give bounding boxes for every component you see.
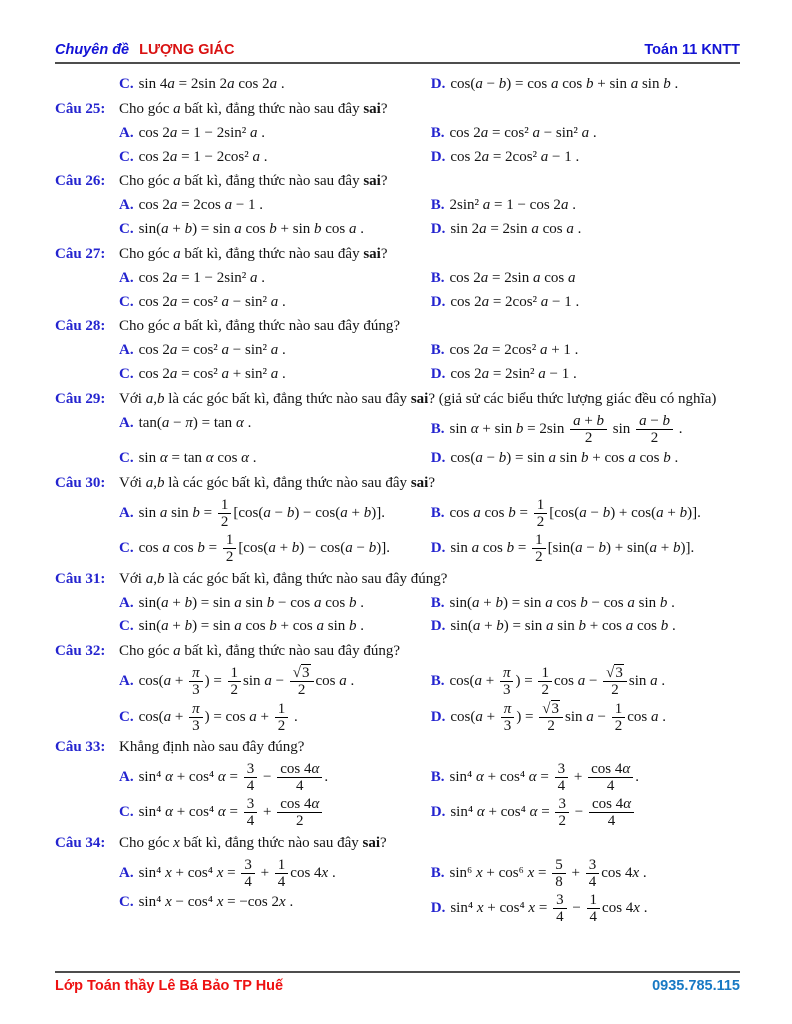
- option-formula: sin 4a = 2sin 2a cos 2a .: [138, 76, 285, 92]
- option: [431, 73, 740, 97]
- option-label: C.: [119, 540, 134, 557]
- option: [119, 267, 431, 291]
- option: [431, 146, 740, 170]
- option: [119, 496, 431, 531]
- option-label: D.: [430, 221, 446, 237]
- question: [55, 735, 740, 831]
- option-label: A.: [119, 414, 134, 431]
- option: [431, 194, 740, 218]
- question-prompt: Cho góc a bất kì, đẳng thức nào sau đây đúng?: [119, 643, 400, 660]
- option-label: D.: [430, 900, 446, 917]
- option-label: B.: [430, 342, 445, 359]
- fraction: $\frac{√3}{2}$: [539, 701, 563, 734]
- question: [55, 831, 740, 927]
- options-grid: [119, 194, 740, 242]
- option: [119, 363, 431, 387]
- option-formula: cos 2a = 1 − 2sin² a .: [138, 124, 266, 141]
- page-footer: [55, 971, 740, 994]
- header-topic-prefix: Chuyên đề: [55, 42, 130, 58]
- option-label: B.: [430, 505, 445, 521]
- option: [431, 615, 740, 639]
- option: [119, 194, 431, 218]
- fraction: $\frac{3}{4}$: [244, 796, 258, 829]
- option: [431, 891, 740, 926]
- option-formula: cos 2a = 2sin² a − 1 .: [450, 366, 577, 382]
- fraction: $\frac{\cos 4\alpha}{4}$: [588, 761, 633, 794]
- question: [55, 97, 740, 170]
- options-grid: [119, 592, 740, 640]
- options-grid: [119, 496, 740, 567]
- option: [119, 700, 431, 735]
- option-label: A.: [119, 594, 134, 611]
- option: [119, 146, 431, 170]
- question-prompt: Cho góc a bất kì, đẳng thức nào sau đây sai?: [119, 173, 388, 190]
- option: [431, 122, 740, 146]
- fraction: $\frac{3}{2}$: [555, 796, 569, 829]
- question-prompt: Cho góc x bất kì, đẳng thức nào sau đây sai?: [119, 834, 387, 851]
- option-label: D.: [430, 540, 446, 557]
- question-prompt: Cho góc a bất kì, đẳng thức nào sau đây sai?: [119, 100, 388, 117]
- fraction: $\frac{1}{2}$: [223, 532, 237, 565]
- option-formula: cos a cos b = $\frac{1}{2}$ [cos(a − b) + cos(a + b)].: [449, 496, 701, 531]
- option-formula: cos 2a = cos² a − sin² a .: [449, 124, 597, 141]
- option: [431, 218, 740, 242]
- radical: √3: [542, 700, 560, 717]
- option-label: B.: [430, 197, 445, 214]
- question-number: Câu 28:: [55, 318, 106, 335]
- question: [55, 567, 740, 640]
- option-label: A.: [119, 269, 134, 286]
- option-formula: cos(a + $\frac{\pi}{3}$ ) = cos a + $\frac{1}{2}$ .: [138, 700, 298, 734]
- fraction: $\frac{\cos 4\alpha}{4}$: [589, 796, 634, 829]
- option-label: A.: [119, 197, 134, 214]
- fraction: $\frac{3}{4}$: [553, 892, 567, 925]
- question-prompt: Với a,b là các góc bất kì, đẳng thức nào sau đây sai? (giả sử các biểu thức lượng giác đều có nghĩa): [119, 390, 717, 407]
- option-label: C.: [119, 804, 134, 821]
- option: [431, 795, 740, 830]
- option-formula: sin α + sin b = 2sin $\frac{a + b}{2}$ sin $\frac{a - b}{2}$ .: [449, 412, 683, 446]
- option: [431, 339, 740, 363]
- footer-class-name: Lớp Toán thầy Lê Bá Bảo TP Huế: [55, 978, 284, 994]
- options-grid: [119, 412, 740, 471]
- footer-phone: 0935.785.115: [652, 978, 740, 994]
- question-number: Câu 27:: [55, 245, 106, 262]
- option-label: A.: [119, 342, 134, 359]
- option-formula: sin⁴ α + cos⁴ α = $\frac{3}{4}$ + $\frac{\cos 4\alpha}{2}$: [139, 804, 325, 820]
- option: [119, 795, 431, 830]
- header-course-label: Toán 11 KNTT: [644, 42, 740, 58]
- option-formula: sin⁴ α + cos⁴ α = $\frac{3}{4}$ − $\frac{\cos 4\alpha}{4}$ .: [138, 760, 329, 795]
- option-label: B.: [430, 594, 445, 611]
- option: [431, 447, 740, 471]
- option-formula: tan(a − π) = tan α .: [138, 414, 252, 431]
- option-formula: sin a cos b = $\frac{1}{2}$ [sin(a − b) + sin(a + b)].: [450, 532, 695, 566]
- question-prompt: Cho góc a bất kì, đẳng thức nào sau đây sai?: [119, 245, 388, 262]
- question: [55, 387, 740, 471]
- option-formula: cos 2a = 2cos a − 1 .: [138, 197, 264, 214]
- option-label: B.: [430, 124, 445, 141]
- option-formula: cos a cos b = $\frac{1}{2}$ [cos(a + b) − cos(a − b)].: [138, 532, 390, 566]
- option-formula: cos 2a = 1 − 2sin² a .: [138, 269, 266, 286]
- option-formula: sin(a + b) = sin a cos b − cos a sin b .: [449, 594, 675, 611]
- option-formula: cos 2a = cos² a + sin² a .: [138, 366, 286, 382]
- option: [119, 412, 431, 447]
- question: [55, 471, 740, 567]
- fraction: $\frac{1}{2}$: [532, 532, 546, 565]
- option: [431, 531, 740, 566]
- option-label: A.: [119, 505, 134, 521]
- option-label: A.: [119, 769, 134, 785]
- option-formula: sin⁴ x + cos⁴ x = $\frac{3}{4}$ − $\frac{1}{4}$ cos 4x .: [450, 892, 648, 926]
- option: [119, 218, 431, 242]
- question-number: Câu 25:: [55, 100, 106, 117]
- question-number: Câu 31:: [55, 570, 106, 587]
- option: [431, 412, 740, 447]
- option: [119, 73, 431, 97]
- option-label: C.: [119, 894, 134, 910]
- option-formula: cos(a + $\frac{\pi}{3}$ ) = $\frac{√3}{2}$ sin a − $\frac{1}{2}$ cos a .: [450, 700, 666, 734]
- question-prompt: Với a,b là các góc bất kì, đẳng thức nào sau đây đúng?: [119, 570, 448, 587]
- option-formula: cos 2a = cos² a − sin² a .: [138, 293, 286, 310]
- option-formula: cos(a + $\frac{\pi}{3}$ ) = $\frac{1}{2}$ sin a − $\frac{√3}{2}$ cos a .: [138, 665, 355, 699]
- fraction: $\frac{1}{2}$: [228, 665, 242, 698]
- option: [431, 267, 740, 291]
- option-formula: sin⁴ x + cos⁴ x = $\frac{3}{4}$ + $\frac{1}{4}$ cos 4x .: [138, 856, 336, 890]
- option-formula: cos 2a = 2cos² a − 1 .: [450, 293, 580, 310]
- question-prompt: Với a,b là các góc bất kì, đẳng thức nào sau đây sai?: [119, 474, 435, 491]
- option-formula: cos(a − b) = cos a cos b + sin a sin b .: [450, 76, 679, 92]
- option-label: D.: [430, 366, 446, 382]
- option-label: C.: [119, 708, 134, 725]
- question-prompt: Cho góc a bất kì, đẳng thức nào sau đây đúng?: [119, 318, 400, 335]
- option: [119, 447, 431, 471]
- fraction: $\frac{1}{2}$: [534, 497, 548, 530]
- fraction: $\frac{3}{4}$: [586, 857, 600, 890]
- fraction: $\frac{1}{4}$: [275, 857, 289, 890]
- option-label: D.: [430, 148, 446, 165]
- option: [119, 291, 431, 315]
- fraction: $\frac{3}{4}$: [555, 761, 569, 794]
- question-number: Câu 30:: [55, 474, 106, 491]
- fraction: $\frac{√3}{2}$: [603, 665, 627, 698]
- option-label: D.: [430, 76, 446, 92]
- fraction: $\frac{\cos 4\alpha}{4}$: [277, 761, 322, 794]
- option-label: B.: [430, 269, 445, 286]
- fraction: $\frac{\pi}{3}$: [189, 665, 203, 698]
- option: [119, 122, 431, 146]
- option-label: B.: [430, 420, 445, 437]
- fraction: $\frac{\pi}{3}$: [501, 701, 515, 734]
- fraction: $\frac{5}{8}$: [552, 857, 566, 890]
- option-label: C.: [119, 366, 134, 382]
- option-formula: cos 2a = 2cos² a + 1 .: [449, 342, 579, 359]
- option: [119, 891, 431, 926]
- options-grid: [119, 122, 740, 170]
- option-formula: sin(a + b) = sin a sin b − cos a cos b .: [138, 594, 365, 611]
- question-prompt: Khẳng định nào sau đây đúng?: [119, 738, 305, 755]
- option: [431, 291, 740, 315]
- options-grid: [119, 856, 740, 927]
- option-label: D.: [430, 293, 446, 310]
- options-grid: [119, 760, 740, 831]
- option-formula: cos 2a = 2cos² a − 1 .: [450, 148, 580, 165]
- option-formula: cos 2a = 1 − 2cos² a .: [138, 148, 268, 165]
- option-formula: cos(a − b) = sin a sin b + cos a cos b .: [450, 450, 679, 467]
- option-formula: sin⁴ α + cos⁴ α = $\frac{3}{4}$ + $\frac{\cos 4\alpha}{4}$ .: [449, 760, 639, 795]
- option-label: B.: [430, 673, 445, 690]
- question-number: Câu 26:: [55, 173, 106, 190]
- option: [119, 760, 431, 795]
- fraction: $\frac{1}{4}$: [587, 892, 601, 925]
- option-label: D.: [430, 450, 446, 467]
- option-formula: sin a sin b = $\frac{1}{2}$ [cos(a − b) − cos(a + b)].: [138, 496, 385, 531]
- option: [119, 531, 431, 566]
- fraction: $\frac{\cos 4\alpha}{2}$: [277, 796, 322, 829]
- question: [55, 242, 740, 315]
- question: [55, 314, 740, 387]
- option: [119, 592, 431, 616]
- option-formula: sin⁶ x + cos⁶ x = $\frac{5}{8}$ + $\frac{3}{4}$ cos 4x .: [449, 856, 647, 890]
- option-formula: sin 2a = 2sin a cos a .: [450, 221, 582, 237]
- options-grid: [119, 73, 740, 97]
- option-label: D.: [430, 804, 446, 821]
- fraction: $\frac{√3}{2}$: [290, 665, 314, 698]
- option-formula: sin⁴ x − cos⁴ x = −cos 2x .: [138, 894, 294, 910]
- option-label: C.: [119, 76, 134, 92]
- option-formula: sin(a + b) = sin a cos b + sin b cos a .: [138, 221, 364, 237]
- option-formula: sin(a + b) = sin a sin b + cos a cos b .: [450, 618, 676, 635]
- option-label: C.: [119, 293, 134, 310]
- question-number: Câu 33:: [55, 738, 106, 755]
- question-number: Câu 29:: [55, 390, 106, 407]
- option-formula: cos(a + $\frac{\pi}{3}$ ) = $\frac{1}{2}$ cos a − $\frac{√3}{2}$ sin a .: [449, 665, 666, 699]
- option: [431, 496, 740, 531]
- option: [431, 363, 740, 387]
- radical: √3: [606, 665, 623, 682]
- question-list: [55, 64, 740, 926]
- fraction: $\frac{3}{4}$: [244, 761, 258, 794]
- option-formula: cos 2a = 2sin a cos a: [449, 269, 576, 286]
- option: [431, 664, 740, 699]
- radical: √3: [292, 665, 310, 682]
- option-label: D.: [430, 708, 446, 725]
- option: [431, 700, 740, 735]
- fraction: $\frac{\pi}{3}$: [500, 665, 514, 698]
- option-formula: sin α = tan α cos α .: [138, 450, 257, 467]
- option-formula: sin(a + b) = sin a cos b + cos a sin b .: [138, 618, 365, 635]
- option: [119, 664, 431, 699]
- options-grid: [119, 339, 740, 387]
- option-label: C.: [119, 618, 134, 635]
- options-grid: [119, 267, 740, 315]
- option-label: A.: [119, 124, 134, 141]
- option-formula: cos 2a = cos² a − sin² a .: [138, 342, 286, 359]
- option-label: C.: [119, 450, 134, 467]
- question-number: Câu 34:: [55, 834, 106, 851]
- option-label: A.: [119, 864, 134, 881]
- option: [119, 339, 431, 363]
- header-topic-title: LƯỢNG GIÁC: [139, 42, 235, 58]
- header-topic: [55, 42, 234, 58]
- options-grid: [119, 664, 740, 735]
- option-label: B.: [430, 864, 445, 881]
- question-number: Câu 32:: [55, 643, 106, 660]
- option-label: C.: [119, 148, 134, 165]
- option-label: B.: [430, 769, 445, 785]
- fraction: $\frac{a - b}{2}$: [636, 413, 673, 446]
- fraction: $\frac{1}{2}$: [275, 701, 289, 734]
- option-formula: 2sin² a = 1 − cos 2a .: [449, 197, 576, 214]
- option-label: C.: [119, 221, 134, 237]
- question: [55, 639, 740, 735]
- fraction: $\frac{\pi}{3}$: [189, 701, 203, 734]
- page-header: [55, 42, 740, 64]
- option: [431, 760, 740, 795]
- option: [431, 592, 740, 616]
- option-label: D.: [430, 618, 446, 635]
- fraction: $\frac{1}{2}$: [612, 701, 626, 734]
- fraction: $\frac{a + b}{2}$: [570, 413, 607, 446]
- fraction: $\frac{1}{2}$: [218, 497, 232, 530]
- option-label: A.: [119, 673, 134, 690]
- option: [119, 615, 431, 639]
- option: [119, 856, 431, 891]
- fraction: $\frac{3}{4}$: [241, 857, 255, 890]
- question: [55, 169, 740, 242]
- option-formula: sin⁴ α + cos⁴ α = $\frac{3}{2}$ − $\frac{\cos 4\alpha}{4}$: [450, 804, 636, 820]
- fraction: $\frac{1}{2}$: [538, 665, 552, 698]
- option: [431, 856, 740, 891]
